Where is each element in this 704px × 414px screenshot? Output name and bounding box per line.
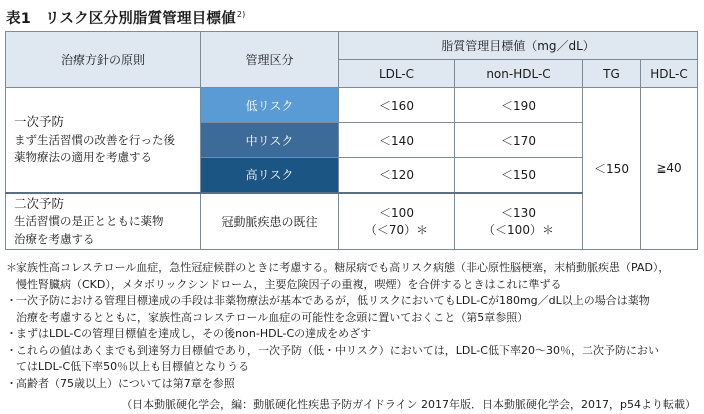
note-marker: ・ [6,376,17,390]
footnote-primary-means [6,293,700,326]
footnote-ldl-first [6,326,700,343]
table-number: 表1 [6,11,31,27]
header-tg: TG [583,60,641,88]
footnote-elderly [6,376,700,393]
ldl-secondary-main: ＜100 [379,206,414,220]
ldl-mid-risk: ＜140 [339,123,455,158]
note-marker: ＊ [6,261,17,274]
primary-prevention-label: 一次予防 [14,114,65,130]
header-nonhdl: non-HDL-C [455,60,583,88]
header-targets-group: 脂質管理目標値（mg／dL） [339,32,698,60]
ldl-low-risk: ＜160 [339,88,455,123]
category-cad-history: 冠動脈疾患の既往 [201,193,339,250]
nonhdl-secondary-main: ＜130 [501,206,536,220]
secondary-prevention-desc-2: 治療を考慮する [14,231,95,246]
primary-prevention-desc-1: まず生活習慣の改善を行った後 [14,132,175,147]
secondary-prevention-desc-1: 生活習慣の是正とともに薬物 [14,213,164,228]
category-high-risk: 高リスク [201,158,339,193]
ldl-secondary-alt: （＜70）＊ [364,223,429,237]
note-line: 高齢者（75歳以上）については第7章を参照 [16,376,235,390]
note-marker: ・ [6,327,17,340]
note-line: まずはLDL-Cの管理目標値を達成し，その後non-HDL-Cの達成をめざす [16,327,372,340]
table-title-text: リスク区分別脂質管理目標値 [45,11,236,27]
note-line: 治療を考慮するとともに，家族性高コレステロール血症の可能性を念頭に置いておくこと（第5章参照） [16,310,529,324]
header-ldl: LDL-C [339,60,455,88]
nonhdl-low-risk: ＜190 [455,88,583,123]
note-marker: ・ [6,343,17,357]
note-line: てはLDL-C低下率50％以上も目標値となりうる [16,360,250,373]
category-low-risk: 低リスク [201,88,339,123]
nonhdl-secondary [455,193,583,250]
footnote-effort-target [6,343,700,376]
tg-value: ＜150 [583,88,641,250]
primary-prevention-desc-2: 薬物療法の適用を考慮する [14,150,152,165]
primary-prevention-cell [6,88,201,193]
note-line: これらの値はあくまでも到達努力目標値であり，一次予防（低・中リスク）においては，LDL-C低下率20～30％，二次予防におい [16,343,659,357]
nonhdl-secondary-alt: （＜100）＊ [483,223,554,237]
secondary-prevention-cell [6,193,201,250]
header-category: 管理区分 [201,32,339,88]
secondary-prevention-label: 二次予防 [14,195,65,211]
category-mid-risk: 中リスク [201,123,339,158]
footnotes [6,260,700,392]
hdl-value: ≧40 [641,88,698,250]
ldl-secondary [339,193,455,250]
table-row [6,88,698,123]
header-principle: 治療方針の原則 [6,32,201,88]
note-line: 慢性腎臓病（CKD），メタボリックシンドローム，主要危険因子の重複，喫煙）を合併するときはこれに準ずる [16,277,562,291]
footnote-asterisk [6,260,700,293]
nonhdl-high-risk: ＜150 [455,158,583,193]
nonhdl-mid-risk: ＜170 [455,123,583,158]
note-line: 家族性高コレステロール血症，急性冠症候群のときに考慮する。糖尿病でも高リスク病態（非心原性脳梗塞，末梢動脈疾患（PAD）， [16,261,670,274]
table-title [6,7,245,28]
ldl-high-risk: ＜120 [339,158,455,193]
source-citation: （日本動脈硬化学会，編：動脈硬化性疾患予防ガイドライン 2017年版．日本動脈硬化学会，2017，p54より転載） [121,398,696,411]
note-line: 一次予防における管理目標達成の手段は非薬物療法が基本であるが，低リスクにおいてもLDL-Cが180mg／dL以上の場合は薬物 [16,294,650,307]
lipid-target-table [5,31,698,250]
note-marker: ・ [6,294,17,307]
header-hdl: HDL-C [641,60,698,88]
reference-marker: 2) [236,10,246,20]
